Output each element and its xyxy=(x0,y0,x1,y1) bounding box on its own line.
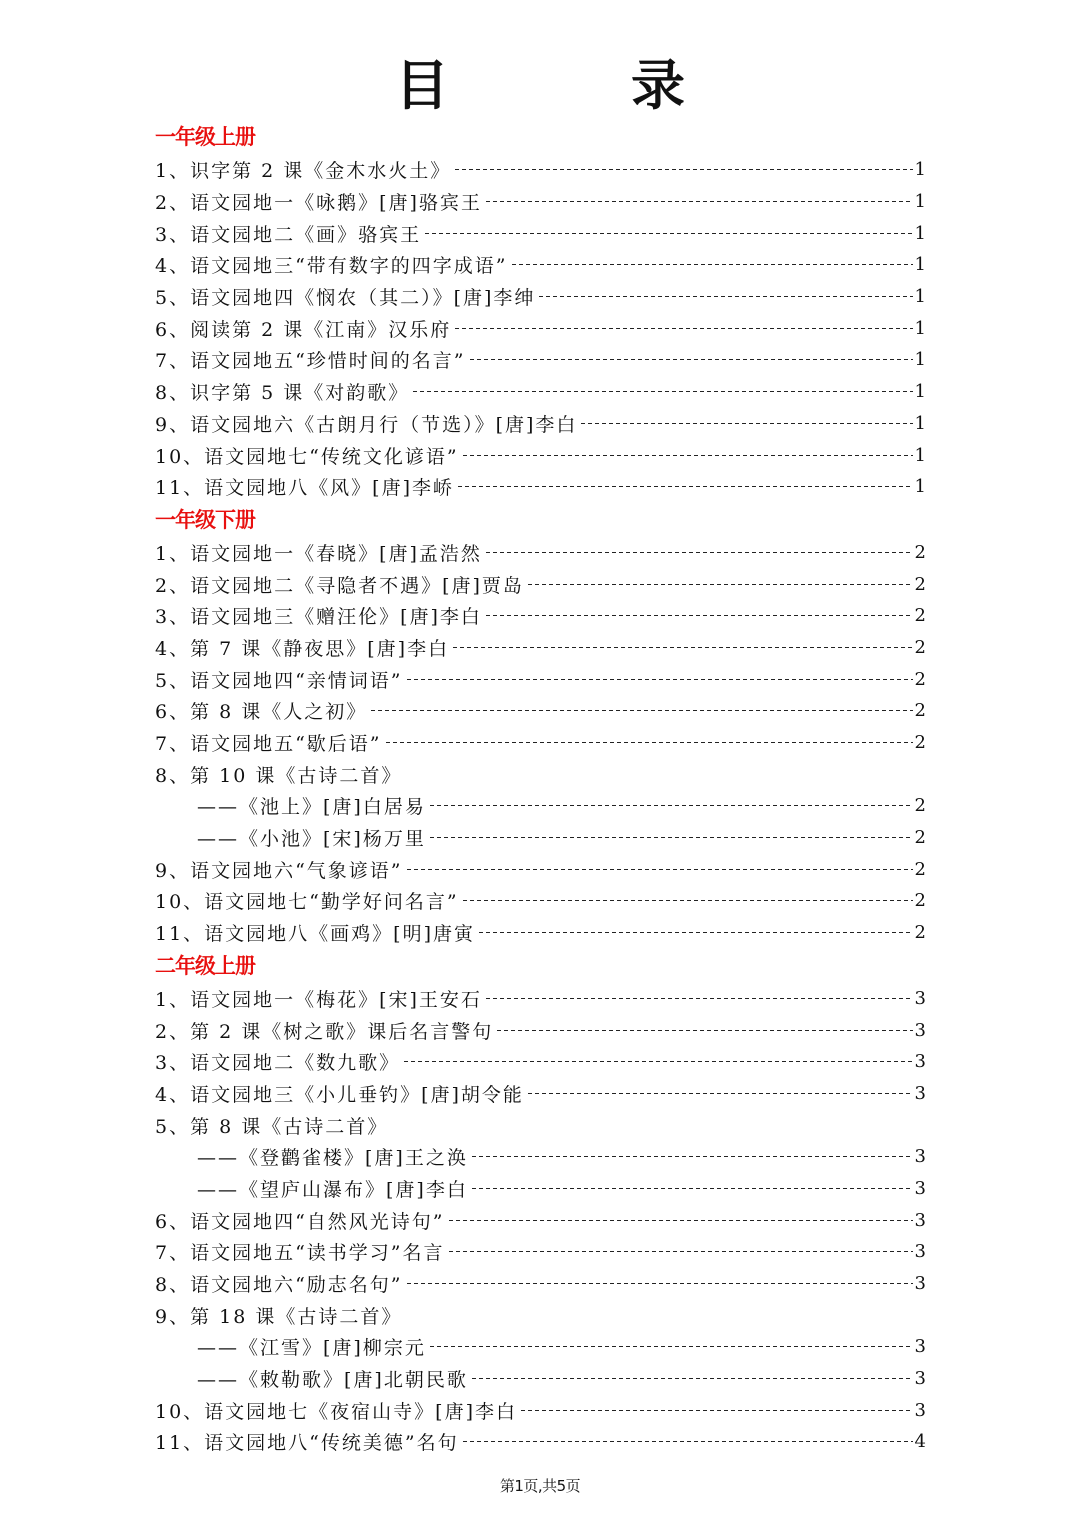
toc-page-number: 2 xyxy=(914,573,926,595)
toc-page-number: 1 xyxy=(914,254,926,276)
toc-entry[interactable] xyxy=(155,1014,926,1046)
toc-entry-title: 5、语文园地四“亲情词语” xyxy=(155,669,403,692)
toc-page-number: 1 xyxy=(914,191,926,213)
toc-entry[interactable] xyxy=(155,983,926,1015)
toc-page-number: 3 xyxy=(914,987,926,1009)
toc-entry-title: 8、识字第 5 课《对韵歌》 xyxy=(155,382,410,405)
toc-page-number: 3 xyxy=(914,1146,926,1168)
dot-leader xyxy=(430,805,913,806)
dot-leader xyxy=(512,264,913,265)
toc-entry[interactable] xyxy=(155,1109,926,1141)
toc-page-number: 1 xyxy=(914,222,926,244)
toc-page-number: 2 xyxy=(914,605,926,627)
toc-page-number: 3 xyxy=(914,1368,926,1390)
toc-page-number: 3 xyxy=(914,1336,926,1358)
toc-entry-title: 8、语文园地六“励志名句” xyxy=(155,1274,403,1297)
dot-leader xyxy=(458,486,913,487)
toc-page-number: 3 xyxy=(914,1209,926,1231)
toc-page-number: 1 xyxy=(914,444,926,466)
dot-leader xyxy=(472,1156,913,1157)
toc-entry-title: 6、语文园地四“自然风光诗句” xyxy=(155,1210,445,1233)
page-title: 目 录 xyxy=(395,53,749,117)
toc-entry[interactable] xyxy=(155,186,926,218)
toc-page-number: 1 xyxy=(914,349,926,371)
dot-leader xyxy=(486,552,913,553)
toc-page-number: 1 xyxy=(914,412,926,434)
dot-leader xyxy=(430,1346,913,1347)
toc-entry-title: ——《池上》[唐]白居易 xyxy=(197,796,426,819)
toc-entry-title: 3、语文园地三《赠汪伦》[唐]李白 xyxy=(155,606,482,629)
toc-entry-title: 6、第 8 课《人之初》 xyxy=(155,701,368,724)
dot-leader xyxy=(472,1378,913,1379)
toc-entry[interactable] xyxy=(155,568,926,600)
dot-leader xyxy=(453,647,912,648)
dot-leader xyxy=(407,1283,913,1284)
toc-entry[interactable] xyxy=(155,1078,926,1110)
toc-entry-title: 4、语文园地三《小儿垂钓》[唐]胡令能 xyxy=(155,1083,524,1106)
toc-entry[interactable] xyxy=(155,1141,926,1173)
toc-page-number: 2 xyxy=(914,700,926,722)
dot-leader xyxy=(449,1251,913,1252)
toc-entry[interactable] xyxy=(155,471,926,503)
dot-leader xyxy=(463,1441,913,1442)
toc-page-number: 3 xyxy=(914,1399,926,1421)
toc-entry[interactable] xyxy=(155,344,926,376)
table-of-contents xyxy=(155,120,926,1458)
toc-entry[interactable] xyxy=(155,663,926,695)
toc-entry-title: 2、语文园地二《寻隐者不遇》[唐]贾岛 xyxy=(155,574,524,597)
toc-page-number: 3 xyxy=(914,1241,926,1263)
toc-entry-title: 5、第 8 课《古诗二首》 xyxy=(155,1115,389,1138)
dot-leader xyxy=(470,359,913,360)
toc-entry[interactable] xyxy=(155,822,926,854)
toc-entry-title: 1、语文园地一《春晓》[唐]孟浩然 xyxy=(155,542,482,565)
section-heading: 一年级下册 xyxy=(155,507,255,532)
toc-entry-title: ——《敕勒歌》[唐]北朝民歌 xyxy=(197,1369,468,1392)
toc-entry-title: 6、阅读第 2 课《江南》汉乐府 xyxy=(155,318,452,341)
dot-leader xyxy=(479,932,913,933)
toc-entry[interactable] xyxy=(155,249,926,281)
toc-entry[interactable] xyxy=(155,758,926,790)
toc-entry[interactable] xyxy=(155,1173,926,1205)
toc-entry-title: 1、语文园地一《梅花》[宋]王安石 xyxy=(155,988,482,1011)
toc-page-number: 3 xyxy=(914,1051,926,1073)
toc-page-number: 1 xyxy=(914,286,926,308)
dot-leader xyxy=(425,233,912,234)
dot-leader xyxy=(539,296,912,297)
toc-entry[interactable] xyxy=(155,537,926,569)
section-heading: 二年级上册 xyxy=(155,953,255,978)
toc-entry-title: 5、语文园地四《悯农（其二）》[唐]李绅 xyxy=(155,287,536,310)
toc-entry-title: 10、语文园地七“传统文化谚语” xyxy=(155,445,459,468)
toc-entry[interactable] xyxy=(155,1331,926,1363)
toc-page-number: 3 xyxy=(914,1273,926,1295)
dot-leader xyxy=(371,710,912,711)
toc-entry[interactable] xyxy=(155,217,926,249)
dot-leader xyxy=(463,455,913,456)
toc-entry-title: 11、语文园地八《画鸡》[明]唐寅 xyxy=(155,923,476,946)
toc-page-number: 2 xyxy=(914,668,926,690)
dot-leader xyxy=(486,998,913,999)
toc-entry-title: 10、语文园地七“勤学好问名言” xyxy=(155,891,459,914)
toc-entry[interactable] xyxy=(155,790,926,822)
toc-entry[interactable] xyxy=(155,1394,926,1426)
toc-entry[interactable] xyxy=(155,1204,926,1236)
toc-page-number: 3 xyxy=(914,1177,926,1199)
toc-entry-title: ——《小池》[宋]杨万里 xyxy=(197,828,426,851)
toc-entry[interactable] xyxy=(155,376,926,408)
toc-entry[interactable] xyxy=(155,1046,926,1078)
toc-entry-title: ——《江雪》[唐]柳宗元 xyxy=(197,1337,426,1360)
toc-entry-title: 11、语文园地八《风》[唐]李峤 xyxy=(155,477,455,500)
toc-page-number: 3 xyxy=(914,1082,926,1104)
toc-entry-title: 1、识字第 2 课《金木水火土》 xyxy=(155,160,452,183)
dot-leader xyxy=(455,169,912,170)
dot-leader xyxy=(430,837,913,838)
toc-entry-title: 10、语文园地七《夜宿山寺》[唐]李白 xyxy=(155,1400,518,1423)
toc-entry-title: 8、第 10 课《古诗二首》 xyxy=(155,764,403,787)
toc-page-number: 2 xyxy=(914,858,926,880)
dot-leader xyxy=(486,201,913,202)
toc-entry[interactable] xyxy=(155,312,926,344)
toc-entry[interactable] xyxy=(155,885,926,917)
dot-leader xyxy=(455,328,912,329)
toc-page-number: 2 xyxy=(914,636,926,658)
toc-entry-title: ——《登鹳雀楼》[唐]王之涣 xyxy=(197,1147,468,1170)
toc-entry[interactable] xyxy=(155,853,926,885)
toc-entry[interactable] xyxy=(155,1363,926,1395)
toc-page-number: 3 xyxy=(914,1019,926,1041)
toc-page-number: 2 xyxy=(914,541,926,563)
toc-page-number: 2 xyxy=(914,795,926,817)
dot-leader xyxy=(449,1220,913,1221)
toc-entry-title: 2、语文园地一《咏鹅》[唐]骆宾王 xyxy=(155,192,482,215)
dot-leader xyxy=(486,615,913,616)
dot-leader xyxy=(386,742,913,743)
toc-entry[interactable] xyxy=(155,1299,926,1331)
toc-entry-title: 9、语文园地六《古朗月行（节选）》[唐]李白 xyxy=(155,413,578,436)
toc-page-number: 1 xyxy=(914,159,926,181)
toc-entry[interactable] xyxy=(155,632,926,664)
toc-page-number: 1 xyxy=(914,476,926,498)
toc-entry[interactable] xyxy=(155,281,926,313)
dot-leader xyxy=(497,1030,912,1031)
toc-page-number: 2 xyxy=(914,732,926,754)
dot-leader xyxy=(472,1188,913,1189)
toc-entry[interactable] xyxy=(155,917,926,949)
dot-leader xyxy=(407,679,913,680)
toc-entry-title: ——《望庐山瀑布》[唐]李白 xyxy=(197,1178,468,1201)
toc-entry[interactable] xyxy=(155,695,926,727)
dot-leader xyxy=(521,1410,913,1411)
toc-entry-title: 9、第 18 课《古诗二首》 xyxy=(155,1305,403,1328)
toc-entry-title: 4、第 7 课《静夜思》[唐]李白 xyxy=(155,637,450,660)
toc-entry-title: 11、语文园地八“传统美德”名句 xyxy=(155,1432,459,1455)
toc-entry-title: 4、语文园地三“带有数字的四字成语” xyxy=(155,255,508,278)
dot-leader xyxy=(528,584,913,585)
section-heading: 一年级上册 xyxy=(155,125,255,149)
dot-leader xyxy=(581,423,912,424)
toc-entry[interactable] xyxy=(155,600,926,632)
toc-entry[interactable] xyxy=(155,439,926,471)
toc-page-number: 2 xyxy=(914,890,926,912)
toc-entry-title: 9、语文园地六“气象谚语” xyxy=(155,859,403,882)
toc-page-number: 2 xyxy=(914,827,926,849)
toc-entry[interactable] xyxy=(155,154,926,186)
toc-page-number: 2 xyxy=(914,922,926,944)
dot-leader xyxy=(413,391,912,392)
page-footer: 第1页,共5页 xyxy=(499,1477,581,1495)
toc-entry-title: 7、语文园地五“读书学习”名言 xyxy=(155,1242,445,1265)
toc-entry[interactable] xyxy=(155,408,926,440)
toc-page-number: 1 xyxy=(914,381,926,403)
dot-leader xyxy=(463,900,913,901)
toc-page-number: 1 xyxy=(914,317,926,339)
dot-leader xyxy=(407,869,913,870)
dot-leader xyxy=(404,1061,912,1062)
toc-entry[interactable] xyxy=(155,1236,926,1268)
toc-entry[interactable] xyxy=(155,1268,926,1300)
toc-entry-title: 2、第 2 课《树之歌》课后名言警句 xyxy=(155,1020,494,1043)
toc-page-number: 4 xyxy=(914,1431,926,1453)
toc-entry[interactable] xyxy=(155,727,926,759)
toc-entry-title: 3、语文园地二《数九歌》 xyxy=(155,1052,401,1075)
toc-entry-title: 7、语文园地五“珍惜时间的名言” xyxy=(155,350,466,373)
toc-entry-title: 3、语文园地二《画》骆宾王 xyxy=(155,223,422,246)
toc-entry[interactable] xyxy=(155,1426,926,1458)
dot-leader xyxy=(528,1093,913,1094)
toc-entry-title: 7、语文园地五“歇后语” xyxy=(155,733,382,756)
